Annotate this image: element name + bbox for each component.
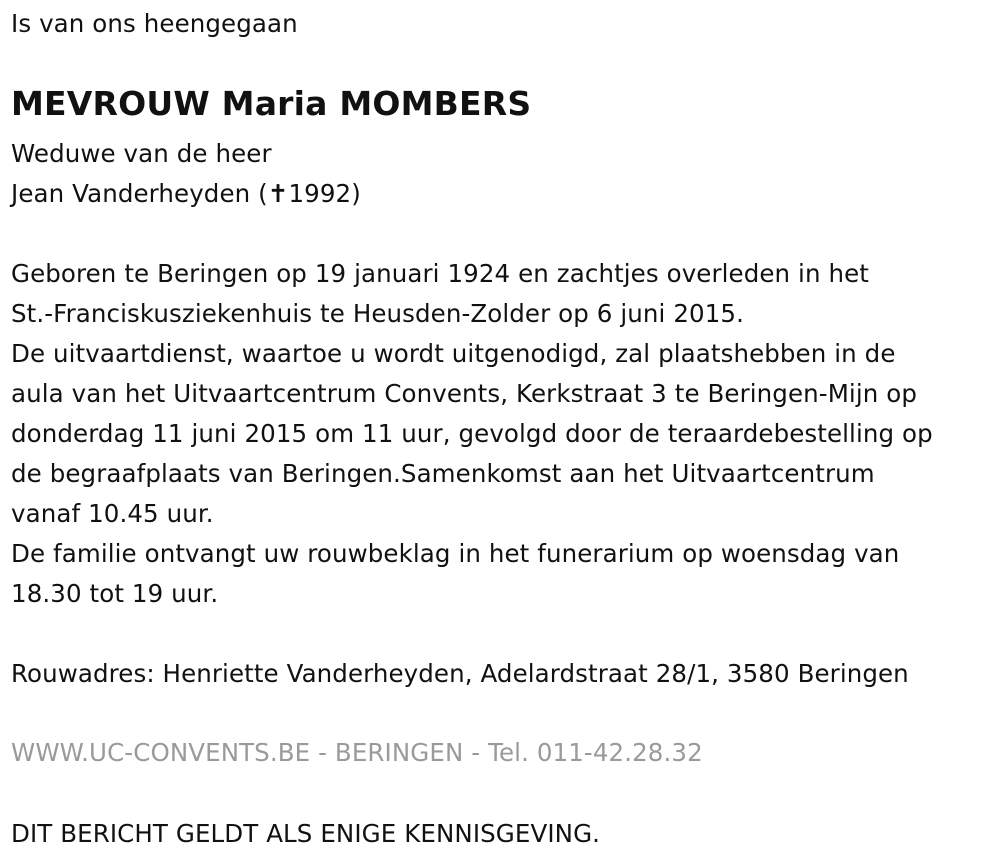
body-line: aula van het Uitvaartcentrum Convents, Kerkstraat 3 te Beringen-Mijn op bbox=[11, 379, 918, 408]
spouse-line: Weduwe van de heer bbox=[11, 139, 272, 168]
body-line: De uitvaartdienst, waartoe u wordt uitgenodigd, zal plaatshebben in de bbox=[11, 339, 896, 368]
spouse-death-year: 1992) bbox=[288, 179, 361, 208]
body-line: vanaf 10.45 uur. bbox=[11, 499, 214, 528]
cross-icon: ✝ bbox=[267, 179, 289, 208]
spouse-name-line bbox=[11, 174, 361, 214]
body-line: De familie ontvangt uw rouwbeklag in het funerarium op woensdag van bbox=[11, 539, 900, 568]
spouse-name: Jean Vanderheyden ( bbox=[11, 179, 268, 208]
body-line: de begraafplaats van Beringen.Samenkomst aan het Uitvaartcentrum bbox=[11, 459, 875, 488]
notice-text: DIT BERICHT GELDT ALS ENIGE KENNISGEVING. bbox=[11, 819, 601, 848]
mourning-address: Rouwadres: Henriette Vanderheyden, Adelardstraat 28/1, 3580 Beringen bbox=[11, 659, 909, 688]
body-line: donderdag 11 juni 2015 om 11 uur, gevolgd door de teraardebestelling op bbox=[11, 419, 933, 448]
body-line: 18.30 tot 19 uur. bbox=[11, 579, 219, 608]
body-line: Geboren te Beringen op 19 januari 1924 en zachtjes overleden in het bbox=[11, 259, 869, 288]
funeral-home-contact: WWW.UC-CONVENTS.BE - BERINGEN - Tel. 011-42.28.32 bbox=[11, 738, 703, 767]
intro-text: Is van ons heengegaan bbox=[11, 9, 298, 38]
body-line: St.-Franciskusziekenhuis te Heusden-Zolder op 6 juni 2015. bbox=[11, 299, 744, 328]
deceased-name: MEVROUW Maria MOMBERS bbox=[11, 84, 532, 123]
